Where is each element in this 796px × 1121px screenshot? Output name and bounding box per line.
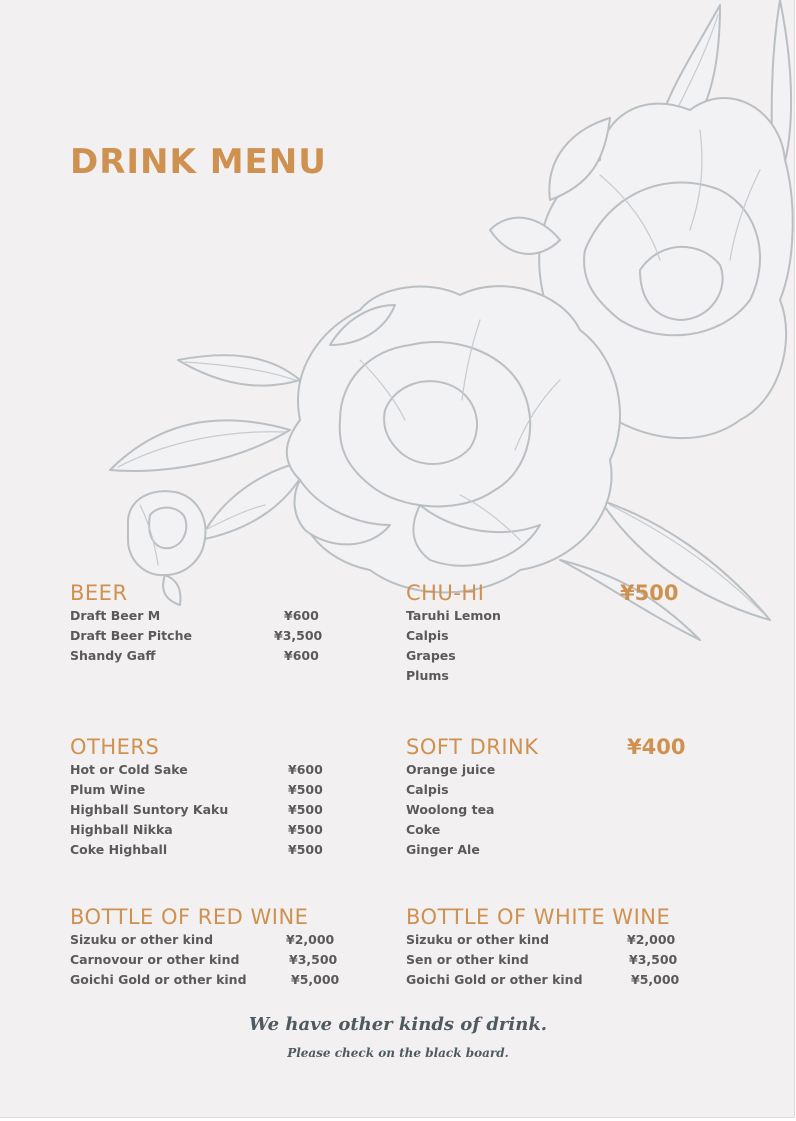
section-title: BOTTLE OF WHITE WINE [406,905,671,929]
list-item [406,930,736,950]
item-price: ¥2,000 [627,932,676,947]
section-title: BEER [70,581,128,605]
item-name: Sizuku or other kind [406,932,550,947]
list-item [70,800,370,820]
section-red-wine [70,904,390,990]
item-price: ¥500 [288,842,323,857]
section-soft-drink [406,734,706,860]
item-name: Taruhi Lemon [406,608,501,623]
list-item [70,760,370,780]
item-name: Plums [406,668,449,683]
section-white-wine [406,904,736,990]
item-price: ¥600 [288,762,323,777]
list-item [406,606,706,626]
footer-note: We have other kinds of drink. [248,1014,548,1035]
list-item [406,800,706,820]
footer-subnote: Please check on the black board. [287,1046,509,1060]
section-title: BOTTLE OF RED WINE [70,905,309,929]
list-item [70,780,370,800]
item-name: Goichi Gold or other kind [70,972,247,987]
item-name: Calpis [406,782,449,797]
list-item [406,646,706,666]
list-item [70,820,370,840]
list-item [70,840,370,860]
item-name: Sen or other kind [406,952,529,967]
list-item [70,930,390,950]
item-price: ¥3,500 [629,952,678,967]
item-name: Coke Highball [70,842,168,857]
list-item [406,950,736,970]
list-item [70,626,370,646]
section-chuhi [406,580,706,686]
section-others [70,734,370,860]
list-item [70,950,390,970]
section-title: CHU-HI [406,581,485,605]
item-name: Shandy Gaff [70,648,156,663]
section-title: OTHERS [70,735,160,759]
item-price: ¥2,000 [286,932,335,947]
item-name: Draft Beer Pitche [70,628,192,643]
list-item [70,646,370,666]
list-item [70,970,390,990]
item-price: ¥5,000 [291,972,340,987]
item-name: Calpis [406,628,449,643]
item-name: Sizuku or other kind [70,932,214,947]
list-item [406,780,706,800]
item-name: Ginger Ale [406,842,480,857]
item-price: ¥3,500 [289,952,338,967]
item-price: ¥500 [288,822,323,837]
list-item [406,626,706,646]
section-title: SOFT DRINK [406,735,539,759]
item-name: Orange juice [406,762,496,777]
item-name: Woolong tea [406,802,495,817]
item-name: Highball Nikka [70,822,173,837]
list-item [406,970,736,990]
item-price: ¥500 [288,782,323,797]
list-item [406,760,706,780]
section-price: ¥400 [627,735,686,759]
item-name: Coke [406,822,441,837]
item-price: ¥500 [288,802,323,817]
menu-title: DRINK MENU [70,142,327,182]
section-beer [70,580,370,666]
list-item [70,606,370,626]
item-price: ¥3,500 [274,628,323,643]
item-price: ¥5,000 [631,972,680,987]
item-price: ¥600 [284,648,319,663]
item-name: Plum Wine [70,782,146,797]
item-name: Goichi Gold or other kind [406,972,583,987]
list-item [406,820,706,840]
item-price: ¥600 [284,608,319,623]
item-name: Hot or Cold Sake [70,762,188,777]
section-price: ¥500 [620,581,679,605]
item-name: Draft Beer M [70,608,161,623]
item-name: Carnovour or other kind [70,952,240,967]
list-item [406,840,706,860]
list-item [406,666,706,686]
item-name: Highball Suntory Kaku [70,802,229,817]
item-name: Grapes [406,648,456,663]
